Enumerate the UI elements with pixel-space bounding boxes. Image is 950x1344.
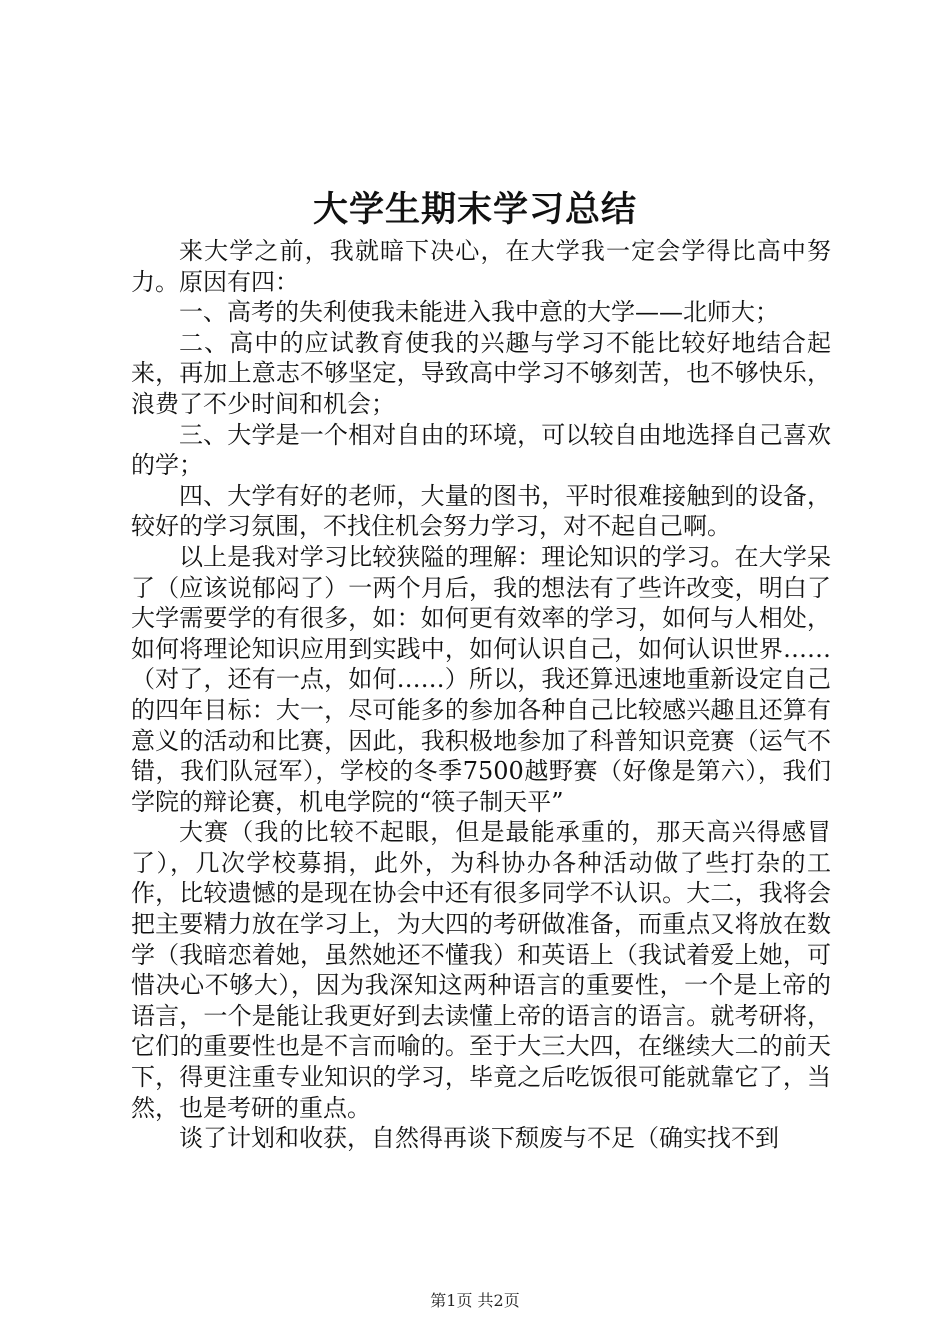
paragraph-shortcomings: 谈了计划和收获，自然得再谈下颓废与不足（确实找不到 xyxy=(179,1124,779,1153)
page-number-footer: 第1页 共2页 xyxy=(430,1291,520,1310)
paragraph-reason-4: 四、大学有好的老师，大量的图书，平时很难接触到的设备，较好的学习氛围，不找住机会努力学习，对不起自己啊。 xyxy=(131,481,831,541)
document-body xyxy=(131,236,831,1154)
paragraph-intro: 来大学之前，我就暗下决心，在大学我一定会学得比高中努力。原因有四： xyxy=(131,237,831,296)
paragraph-reason-2: 二、高中的应试教育使我的兴趣与学习不能比较好地结合起来，再加上意志不够坚定，导致高中学习不够刻苦，也不够快乐，浪费了不少时间和机会； xyxy=(131,328,831,418)
paragraph-competition: 大赛（我的比较不起眼，但是最能承重的，那天高兴得感冒了），几次学校募捐，此外，为科协办各种活动做了些打杂的工作，比较遗憾的是现在协会中还有很多同学不认识。大二，我将会把主要精力放在学习上，为大四的考研做准备，而重点又将放在数学（我暗恋着她，虽然她还不懂我）和英语上（我试着爱上她，可惜决心不够大），因为我深知这两种语言的重要性，一个是上帝的语言，一个是能让我更好到去读懂上帝的语言的语言。就考研将，它们的重要性也是不言而喻的。至于大三大四，在继续大二的前天下，得更注重专业知识的学习，毕竟之后吃饭很可能就靠它了，当然，也是考研的重点。 xyxy=(131,818,831,1122)
paragraph-goals: 以上是我对学习比较狭隘的理解：理论知识的学习。在大学呆了（应该说郁闷了）一两个月后，我的想法有了些许改变，明白了大学需要学的有很多，如：如何更有效率的学习，如何与人相处，如何将理论知识应用到实践中，如何认识自己，如何认识世界……（对了，还有一点，如何……）所以，我还算迅速地重新设定自己的四年目标：大一，尽可能多的参加各种自己比较感兴趣且还算有意义的活动和比赛，因此，我积极地参加了科普知识竞赛（运气不错，我们队冠军），学校的冬季7500越野赛（好像是第六），我们学院的辩论赛，机电学院的“筷子制天平” xyxy=(131,542,831,816)
paragraph-reason-1: 一、高考的失利使我未能进入我中意的大学——北师大； xyxy=(179,298,779,327)
document-title: 大学生期末学习总结 xyxy=(312,189,637,230)
paragraph-reason-3: 三、大学是一个相对自由的环境，可以较自由地选择自己喜欢的学； xyxy=(131,420,831,480)
